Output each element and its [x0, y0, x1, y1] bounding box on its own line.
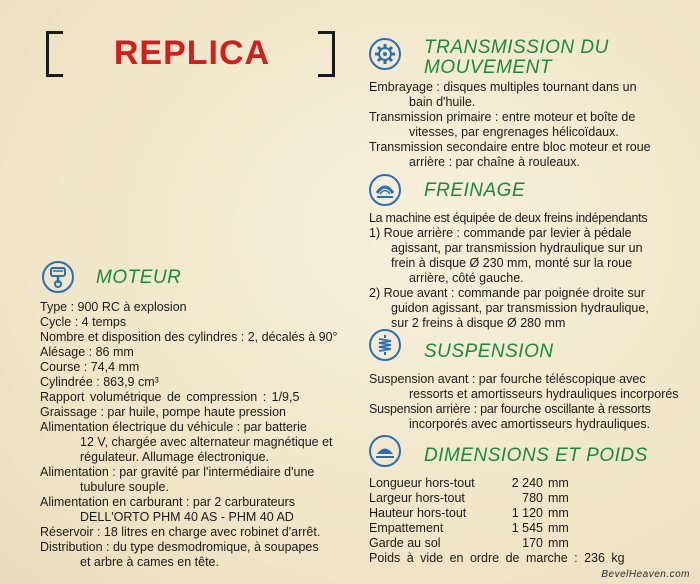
source-watermark: BevelHeaven.com	[601, 569, 690, 580]
spec-line: Transmission primaire : entre moteur et boîte de	[369, 110, 636, 124]
spec-line: Alimentation électrique du véhicule : par batterie	[40, 420, 307, 434]
page-title: REPLICA	[113, 34, 271, 72]
spec-line: Transmission secondaire entre bloc moteur et roue	[369, 140, 651, 154]
dimension-row	[369, 476, 625, 491]
dimension-label: Empattement	[369, 521, 444, 535]
spec-line: Suspension arrière : par fourche oscillante à ressorts	[369, 402, 651, 416]
dimensions-heading: DIMENSIONS ET POIDS	[424, 445, 648, 466]
spec-line: 2) Roue avant : commande par poignée droite sur	[369, 286, 645, 300]
spec-line: Suspension avant : par fourche téléscopique avec	[369, 372, 646, 386]
dimension-label: Garde au sol	[369, 536, 441, 550]
title-bracket-right	[318, 31, 335, 77]
transmission-heading-line2: MOUVEMENT	[424, 57, 552, 78]
dimension-row	[369, 521, 625, 536]
dimension-unit: mm	[548, 476, 569, 490]
dimensions-table	[369, 476, 625, 566]
spec-line: arrière, côté gauche.	[409, 271, 524, 285]
spec-line: DELL'ORTO PHM 40 AS - PHM 40 AD	[80, 510, 294, 524]
spec-line: Alésage : 86 mm	[40, 345, 134, 359]
transmission-heading-line1: TRANSMISSION DU	[424, 37, 609, 58]
spec-line: incorporés avec amortisseurs hydrauliques.	[409, 417, 651, 431]
spec-line: Alimentation : par gravité par l'intermédiaire d'une	[40, 465, 315, 479]
freinage-heading: FREINAGE	[424, 180, 526, 201]
dimension-value: 780	[522, 491, 543, 505]
spec-line: régulateur. Allumage électronique.	[80, 450, 270, 464]
spec-line: La machine est équipée de deux freins indépendants	[369, 211, 648, 225]
suspension-heading: SUSPENSION	[424, 341, 554, 362]
spec-line: vitesses, par engrenages hélicoïdaux.	[409, 125, 619, 139]
dimension-label: Hauteur hors-tout	[369, 506, 467, 520]
spec-line: Cycle : 4 temps	[40, 315, 127, 329]
spec-line: sur 2 freins à disque Ø 280 mm	[391, 316, 566, 330]
spec-line: Cylindrée : 863,9 cm³	[40, 375, 159, 389]
moteur-specs	[40, 300, 338, 570]
dimension-value: 1 545	[511, 521, 543, 535]
spec-line: et arbre à cames en tête.	[80, 555, 219, 569]
spec-line: ressorts et amortisseurs hydrauliques incorporés	[409, 387, 679, 401]
spec-line: frein à disque Ø 230 mm, monté sur la roue	[391, 256, 633, 270]
spec-line: Alimentation en carburant : par 2 carburateurs	[40, 495, 295, 509]
spec-line: guidon agissant, par transmission hydraulique,	[391, 301, 649, 315]
spec-line: Distribution : du type desmodromique, à soupapes	[40, 540, 319, 554]
dimension-unit: mm	[548, 506, 569, 520]
dimension-label: Longueur hors-tout	[369, 476, 475, 490]
spec-line: 1) Roue arrière : commande par levier à pédale	[369, 226, 632, 240]
dimension-label: Largeur hors-tout	[369, 491, 465, 505]
dimension-value: 1 120	[511, 506, 543, 520]
spec-line: Réservoir : 18 litres en charge avec robinet d'arrêt.	[40, 525, 321, 539]
spec-line: Type : 900 RC à explosion	[40, 300, 187, 314]
weight-text: Poids à vide en ordre de marche : 236 kg	[369, 551, 625, 565]
dimension-value: 2 240	[511, 476, 543, 490]
dimension-unit: mm	[548, 521, 569, 535]
title-bracket-left	[46, 31, 63, 77]
spec-line: Embrayage : disques multiples tournant dans un	[369, 80, 637, 94]
spec-line: bain d'huile.	[409, 95, 476, 109]
dimension-unit: mm	[548, 491, 569, 505]
spec-line: agissant, par transmission hydraulique sur un	[391, 241, 643, 255]
dimensions-icon	[369, 435, 401, 467]
spring-icon	[369, 329, 401, 361]
transmission-specs	[369, 80, 651, 170]
dimension-row	[369, 506, 625, 521]
moteur-heading: MOTEUR	[96, 267, 182, 288]
dimension-row	[369, 536, 625, 551]
suspension-specs	[369, 372, 679, 432]
dimension-unit: mm	[548, 536, 569, 550]
freinage-specs	[369, 211, 649, 331]
spec-line: Graissage : par huile, pompe haute pression	[40, 405, 286, 419]
spec-line: Rapport volumétrique de compression : 1/9,5	[40, 390, 300, 404]
spec-line: tubulure souple.	[80, 480, 169, 494]
spec-line: 12 V, chargée avec alternateur magnétique et	[80, 435, 333, 449]
gear-icon	[369, 38, 401, 70]
spec-line: arrière : par chaîne à rouleaux.	[409, 155, 580, 169]
dimension-row	[369, 491, 625, 506]
dimension-value: 170	[522, 536, 543, 550]
weight-row	[369, 551, 625, 566]
spec-line: Nombre et disposition des cylindres : 2, décalés à 90°	[40, 330, 338, 344]
brake-pad-icon	[369, 174, 401, 206]
piston-icon	[42, 261, 74, 293]
spec-line: Course : 74,4 mm	[40, 360, 140, 374]
